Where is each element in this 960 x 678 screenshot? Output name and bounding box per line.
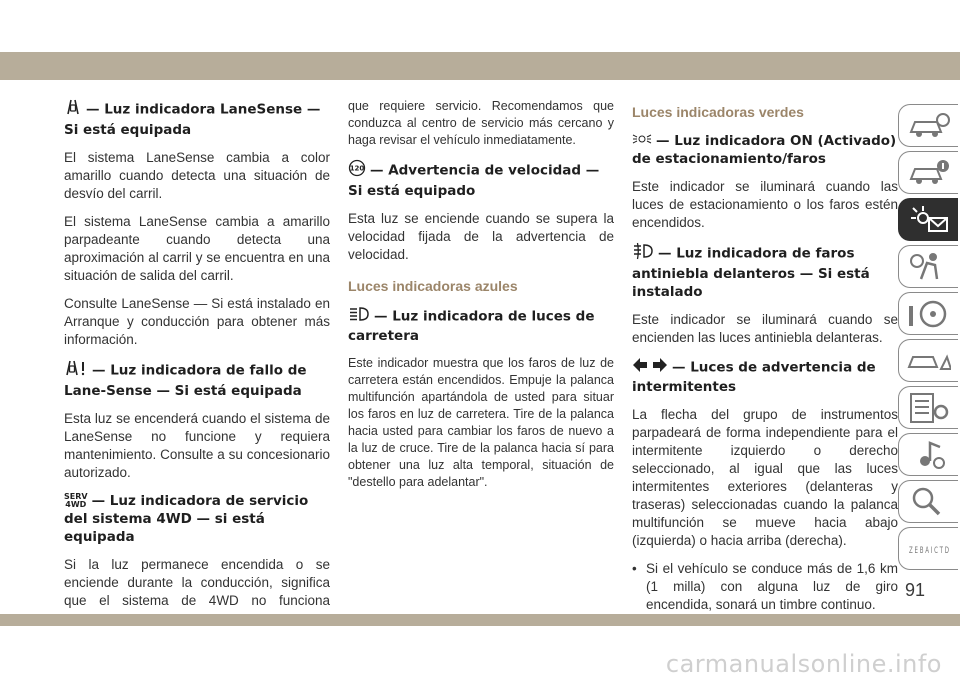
bottom-band — [0, 614, 960, 626]
maintenance-list-icon — [907, 392, 951, 424]
tab-steering-wheel[interactable] — [898, 292, 958, 335]
parking-lights-heading-text: — Luz indicadora ON (Activado) de estacionamiento/faros — [632, 133, 897, 167]
speed-warning-heading-text: — Advertencia de velocidad — Si está equipado — [348, 162, 600, 199]
speed-warning-icon — [348, 159, 366, 182]
high-beam-p: Este indicador muestra que los faros de luz de carretera están encendidos. Empuje la palanca multifunción apartándola de usted para situar los faros en luz de carretera. Tire de la palanca hacia usted para cambiar los faros de nuevo a la luz de cruce. Tire de la palanca hacia sí para obtener una luz alta temporal, situación de "destello para adelantar". — [348, 356, 614, 489]
index-letters-icon — [907, 533, 951, 565]
speed-warning-heading — [348, 159, 614, 200]
parking-lights-heading — [632, 132, 898, 168]
serv-icon-text-bottom: 4WD — [65, 500, 87, 509]
serv-icon-text-top: SERV — [64, 492, 88, 501]
turn-signal-bullet-text: Si el vehículo se conduce más de 1,6 km (1 milla) con alguna luz de giro encendida, sonará un timbre continuo. — [646, 561, 898, 612]
chapter-tabs — [898, 104, 960, 574]
high-beam-heading — [348, 306, 614, 345]
watermark: carmanualsonline.info — [665, 650, 942, 678]
car-hazard-icon — [907, 345, 951, 377]
index-letters-text: Z E B A I C T D — [909, 546, 950, 556]
service-continuation-p: que requiere servicio. Recomendamos que conduzca al centro de servicio más cercano y haga revisar el vehículo inmediatamente. — [348, 99, 614, 147]
fog-lights-p: Este indicador se iluminará cuando se encienden las luces antiniebla delanteras. — [632, 312, 898, 345]
front-fog-icon — [632, 242, 654, 265]
serv-4wd-heading — [64, 492, 330, 546]
airbag-seat-icon — [907, 251, 951, 283]
tab-multimedia[interactable] — [898, 433, 958, 476]
blue-indicators-title: Luces indicadoras azules — [348, 278, 518, 294]
fog-lights-heading-text: — Luz indicadora de faros antiniebla delanteros — Si está instalado — [632, 245, 870, 300]
lanesense-heading — [64, 98, 330, 139]
turn-signal-icon — [632, 357, 668, 378]
lanesense-fault-p: Esta luz se encenderá cuando el sistema de LaneSense no funcione y requiera mantenimiento. Consulte a su concesionario autorizado. — [64, 411, 330, 480]
tab-car-hazard[interactable] — [898, 339, 958, 382]
lanesense-p3: Consulte LaneSense — Si está instalado en Arranque y conducción para obtener más información. — [64, 296, 330, 347]
steering-wheel-icon — [907, 298, 951, 330]
warning-lights-icon — [907, 204, 951, 236]
tab-search[interactable] — [898, 480, 958, 523]
column-1 — [64, 98, 330, 638]
lanesense-heading-text: — Luz indicadora LaneSense — Si está equipada — [64, 101, 321, 138]
top-band — [0, 0, 960, 58]
tab-warning-lights[interactable] — [898, 198, 958, 241]
serv-4wd-icon — [64, 493, 88, 509]
tab-car-dashboard[interactable] — [898, 104, 958, 147]
fog-lights-heading — [632, 242, 898, 301]
serv-4wd-p: Si la luz permanece encendida o se enciende durante la conducción, significa que el sistema de 4WD no funciona — [64, 557, 330, 608]
bullet-dot: • — [632, 561, 637, 576]
high-beam-icon — [348, 306, 370, 327]
tab-maintenance[interactable] — [898, 386, 958, 429]
turn-signal-heading-text: — Luces de advertencia de intermitentes — [632, 359, 876, 395]
search-icon — [907, 486, 951, 518]
tab-airbag-seat[interactable] — [898, 245, 958, 288]
top-stripe — [0, 52, 960, 80]
parking-lights-icon — [632, 132, 652, 150]
turn-signal-p: La flecha del grupo de instrumentos parpadeará de forma independiente para el intermitente izquierdo o derecho seleccionado, al igual que las luces intermitentes exteriores (delanteras y traseras) seleccionadas cuando la palanca multifunción se mueve hacia abajo (izquierda) o hacia arriba (derecha). — [632, 407, 898, 548]
column-3 — [632, 98, 898, 614]
lanesense-p2: El sistema LaneSense cambia a amarillo parpadeante cuando detecta una aproximación al carril y se encuentra en una situación de salida del carril. — [64, 214, 330, 283]
speed-icon-text: 120 — [349, 164, 365, 173]
car-info-icon — [907, 157, 951, 189]
serv-4wd-heading-text: — Luz indicadora de servicio del sistema 4WD — si está equipada — [64, 493, 309, 545]
speed-warning-p: Esta luz se enciende cuando se supera la velocidad fijada de la advertencia de velocidad. — [348, 211, 614, 262]
lanesense-fault-icon — [64, 359, 88, 382]
lanesense-icon — [64, 98, 82, 121]
green-indicators-title: Luces indicadoras verdes — [632, 104, 804, 120]
multimedia-icon — [907, 439, 951, 471]
lanesense-fault-heading-text: — Luz indicadora de fallo de Lane-Sense — Si está equipada — [64, 362, 307, 399]
page-number: 91 — [905, 580, 926, 600]
turn-signal-heading — [632, 357, 898, 396]
parking-lights-p: Este indicador se iluminará cuando las luces de estacionamiento o los faros estén encendidos. — [632, 179, 898, 230]
car-dashboard-icon — [907, 110, 951, 142]
turn-signal-bullet — [632, 560, 898, 614]
tab-car-info[interactable] — [898, 151, 958, 194]
lanesense-p1: El sistema LaneSense cambia a color amarillo cuando detecta una situación de desvío del carril. — [64, 150, 330, 201]
lanesense-fault-heading — [64, 359, 330, 400]
column-2 — [348, 98, 614, 501]
tab-index[interactable] — [898, 527, 958, 570]
high-beam-heading-text: — Luz indicadora de luces de carretera — [348, 308, 595, 344]
